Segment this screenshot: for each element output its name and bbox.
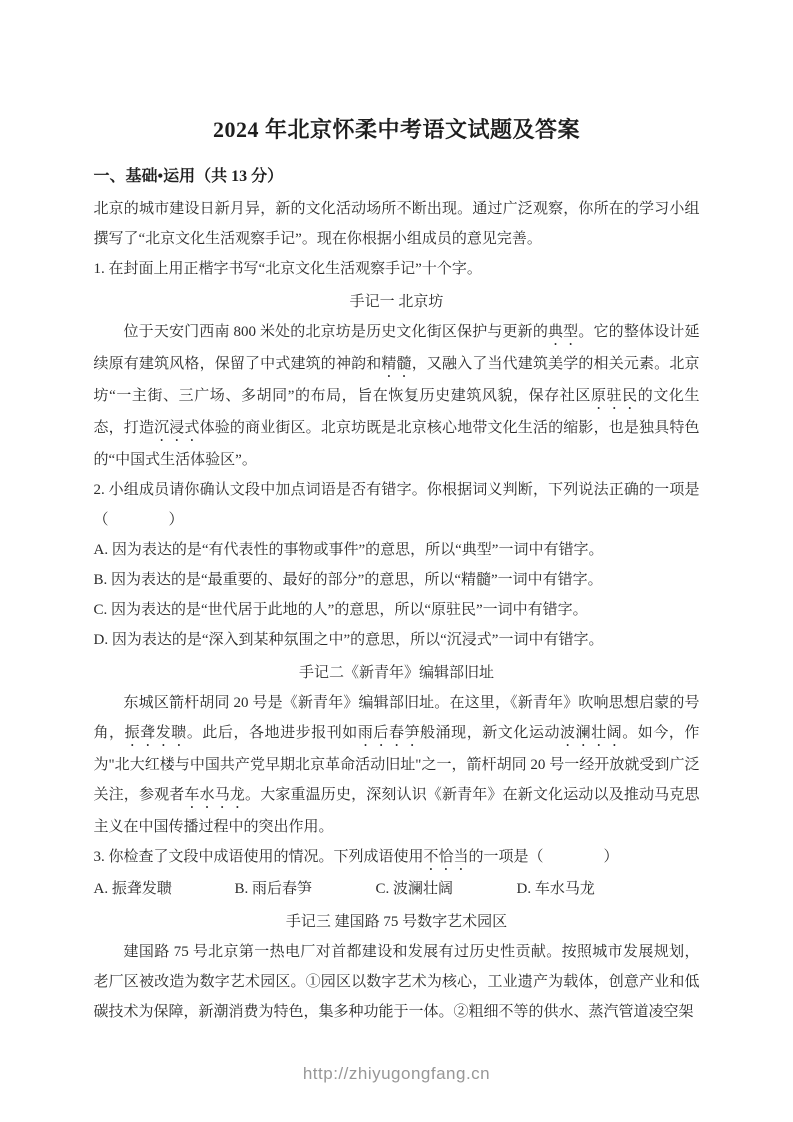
exam-document-page <box>94 0 700 1027</box>
emphasized-word: 典型 <box>548 324 579 340</box>
note3-title: 手记三 建国路 75 号数字艺术园区 <box>285 914 508 930</box>
text-segment: 位于天安门西南 800 米处的北京坊是历史文化街区保护与更新的 <box>123 324 549 340</box>
emphasized-word: 不恰当 <box>423 849 469 865</box>
page-title: 2024 年北京怀柔中考语文试题及答案 <box>212 117 580 142</box>
note2-title: 手记二《新青年》编辑部旧址 <box>298 665 494 681</box>
text-segment: 般涌现，新文化运动 <box>420 725 561 741</box>
emphasized-word: 车水马龙 <box>184 787 246 803</box>
question-1: 1. 在封面上用正楷字书写“北京文化生活观察手记”十个字。 <box>93 261 482 277</box>
text-segment: 。它的整体设计延续原有建筑风格，保留了中式建筑的神韵和 <box>93 324 700 372</box>
text-segment: 的一项是（ ） <box>468 849 619 865</box>
question-2-option-c: C. 因为表达的是“世代居于此地的人”的意思，所以“原驻民”一词中有错字。 <box>93 602 588 618</box>
emphasized-word: 振聋发聩 <box>124 725 187 741</box>
text-segment: 东城区箭杆胡同 20 号是《新青年》编辑部旧址。在这里，《新青年》吹响思想启蒙的号角， <box>93 695 700 741</box>
note1-title: 手记一 北京坊 <box>349 294 444 310</box>
text-segment: 。大家重温历史，深刻认识《新青年》在新文化运动以及推动马克思主义在中国传播过程中的突出作用。 <box>93 787 700 835</box>
emphasized-word: 雨后春笋 <box>357 725 421 741</box>
section-heading: 一、基础•运用（共 13 分） <box>93 168 284 185</box>
emphasized-word: 精髓 <box>381 356 412 372</box>
text-segment: 体验的商业街区。北京坊既是北京核心地带文化生活的缩影，也是独具特色的“中国式生活体验区”。 <box>93 420 700 468</box>
question-3-option-d: D. 车水马龙 <box>516 881 595 897</box>
emphasized-word: 原驻民 <box>590 388 638 404</box>
note1-paragraph <box>94 317 700 475</box>
question-2-option-d: D. 因为表达的是“深入到某种氛围之中”的意思，所以“沉浸式”一词中有错字。 <box>93 632 604 648</box>
question-3-options <box>94 874 700 904</box>
footer-watermark-url: http://zhiyugongfang.cn <box>302 1064 491 1083</box>
note3-paragraph: 建国路 75 号北京第一热电厂对首都建设和发展有过历史性贡献。按照城市发展规划，老厂区被改造为数字艺术园区。①园区以数字艺术为核心，工业遗产为载体，创意产业和低碳技术为保障，新潮消费为特色，集多种功能于一体。②粗细不等的供水、蒸汽管道凌空架 <box>93 944 700 1020</box>
text-segment: 。如今，作为"北大红楼与中国共产党早期北京革命活动旧址"之一，箭杆胡同 20 号一经开放就受到广泛关注，参观者 <box>93 725 700 803</box>
emphasized-word: 波澜壮阔 <box>560 725 623 741</box>
question-2-stem: 2. 小组成员请你确认文段中加点词语是否有错字。你根据词义判断，下列说法正确的一项是（ ） <box>93 482 700 528</box>
text-segment: 。此后，各地进步报刊如 <box>186 725 358 741</box>
question-3-option-b: B. 雨后春笋 <box>234 881 313 897</box>
question-2-option-b: B. 因为表达的是“最重要的、最好的部分”的意思，所以“精髓”一词中有错字。 <box>93 572 603 588</box>
text-segment: 3. 你检查了文段中成语使用的情况。下列成语使用 <box>93 849 424 865</box>
intro-paragraph: 北京的城市建设日新月异，新的文化活动场所不断出现。通过广泛观察，你所在的学习小组撰写了“北京文化生活观察手记”。现在你根据小组成员的意见完善。 <box>93 201 700 247</box>
question-2-option-a: A. 因为表达的是“有代表性的事物或事件”的意思，所以“典型”一词中有错字。 <box>93 542 604 558</box>
question-3-option-c: C. 波澜壮阔 <box>375 881 454 897</box>
emphasized-word: 沉浸式 <box>154 420 200 436</box>
note2-paragraph <box>94 688 700 842</box>
question-3-stem <box>94 842 700 874</box>
text-segment: ，又融入了当代建筑美学的相关元素。北京坊“一主街、三广场、多胡同”的布局，旨在恢复历史建筑风貌，保存社区 <box>93 356 700 404</box>
question-3-option-a: A. 振聋发聩 <box>93 881 172 897</box>
text-segment: 的文化生态，打造 <box>93 388 700 436</box>
